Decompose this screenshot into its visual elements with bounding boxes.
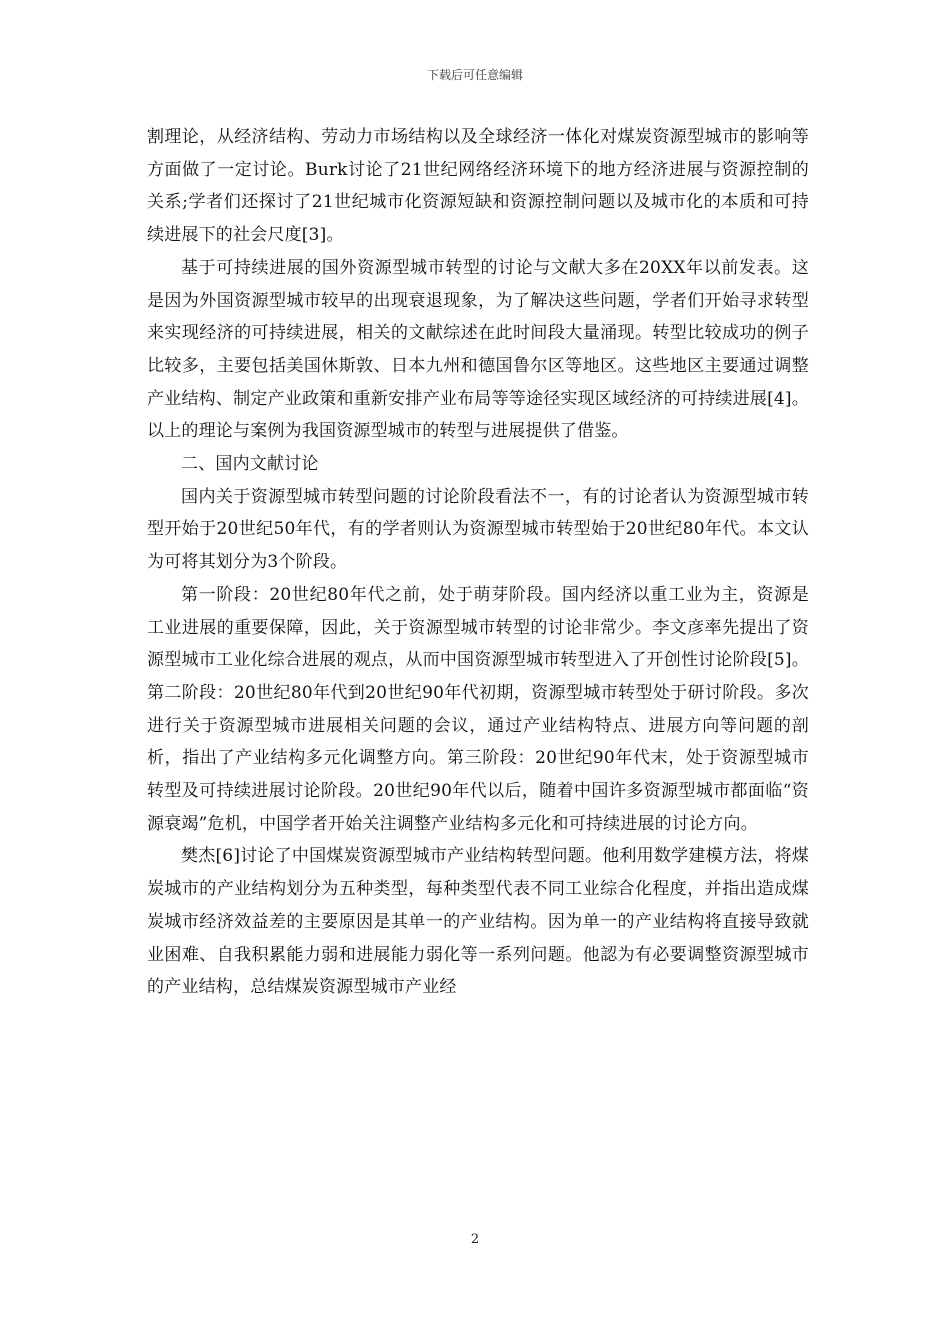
document-body xyxy=(147,121,809,1004)
page-header: 下载后可任意编辑 xyxy=(426,68,523,82)
paragraph-fanjie: 樊杰[6]讨论了中国煤炭资源型城市产业结构转型问题。他利用数学建模方法，将煤炭城市的产业结构划分为五种类型，每种类型代表不同工业综合化程度，并指出造成煤炭城市经济效益差的主要原因是其单一的产业结构。因为单一的产业结构将直接导致就业困难、自我积累能力弱和进展能力弱化等一系列问题。他認为有必要调整资源型城市的产业结构，总结煤炭资源型城市产业经 xyxy=(147,846,809,998)
paragraph-continuation: 割理论，从经济结构、劳动力市场结构以及全球经济一体化对煤炭资源型城市的影响等方面做了一定讨论。Burk讨论了21世纪网络经济环境下的地方经济进展与资源控制的关系;学者们还探讨了21世纪城市化资源短缺和资源控制问题以及城市化的本质和可持续进展下的社会尺度[3]。 xyxy=(147,127,809,246)
paragraph-stage-details: 第一阶段：20世纪80年代之前，处于萌芽阶段。国内经济以重工业为主，资源是工业进展的重要保障，因此，关于资源型城市转型的讨论非常少。李文彦率先提出了资源型城市工业化综合进展的观点，从而中国资源型城市转型进入了开创性讨论阶段[5]。第二阶段：20世纪80年代到20世纪90年代初期，资源型城市转型处于研讨阶段。多次进行关于资源型城市进展相关问题的会议，通过产业结构特点、进展方向等问题的剖析，指出了产业结构多元化调整方向。第三阶段：20世纪90年代末，处于资源型城市转型及可持续进展讨论阶段。20世纪90年代以后，随着中国许多资源型城市都面临“资源衰竭”危机，中国学者开始关注调整产业结构多元化和可持续进展的讨论方向。 xyxy=(147,584,809,834)
paragraph-domestic-stages: 国内关于资源型城市转型问题的讨论阶段看法不一，有的讨论者认为资源型城市转型开始于20世纪50年代，有的学者则认为资源型城市转型始于20世纪80年代。本文认为可将其划分为3个阶段。 xyxy=(147,486,809,573)
section-heading-domestic: 二、国内文献讨论 xyxy=(181,454,319,475)
page-number: 2 xyxy=(470,1232,480,1247)
paragraph-foreign-transition: 基于可持续进展的国外资源型城市转型的讨论与文献大多在20XX年以前发表。这是因为外国资源型城市较早的出现衰退现象，为了解决这些问题，学者们开始寻求转型来实现经济的可持续进展，相关的文献综述在此时间段大量涌现。转型比较成功的例子比较多，主要包括美国休斯敦、日本九州和德国鲁尔区等地区。这些地区主要通过调整产业结构、制定产业政策和重新安排产业布局等等途径实现区域经济的可持续进展[4]。以上的理论与案例为我国资源型城市的转型与进展提供了借鉴。 xyxy=(147,257,809,442)
